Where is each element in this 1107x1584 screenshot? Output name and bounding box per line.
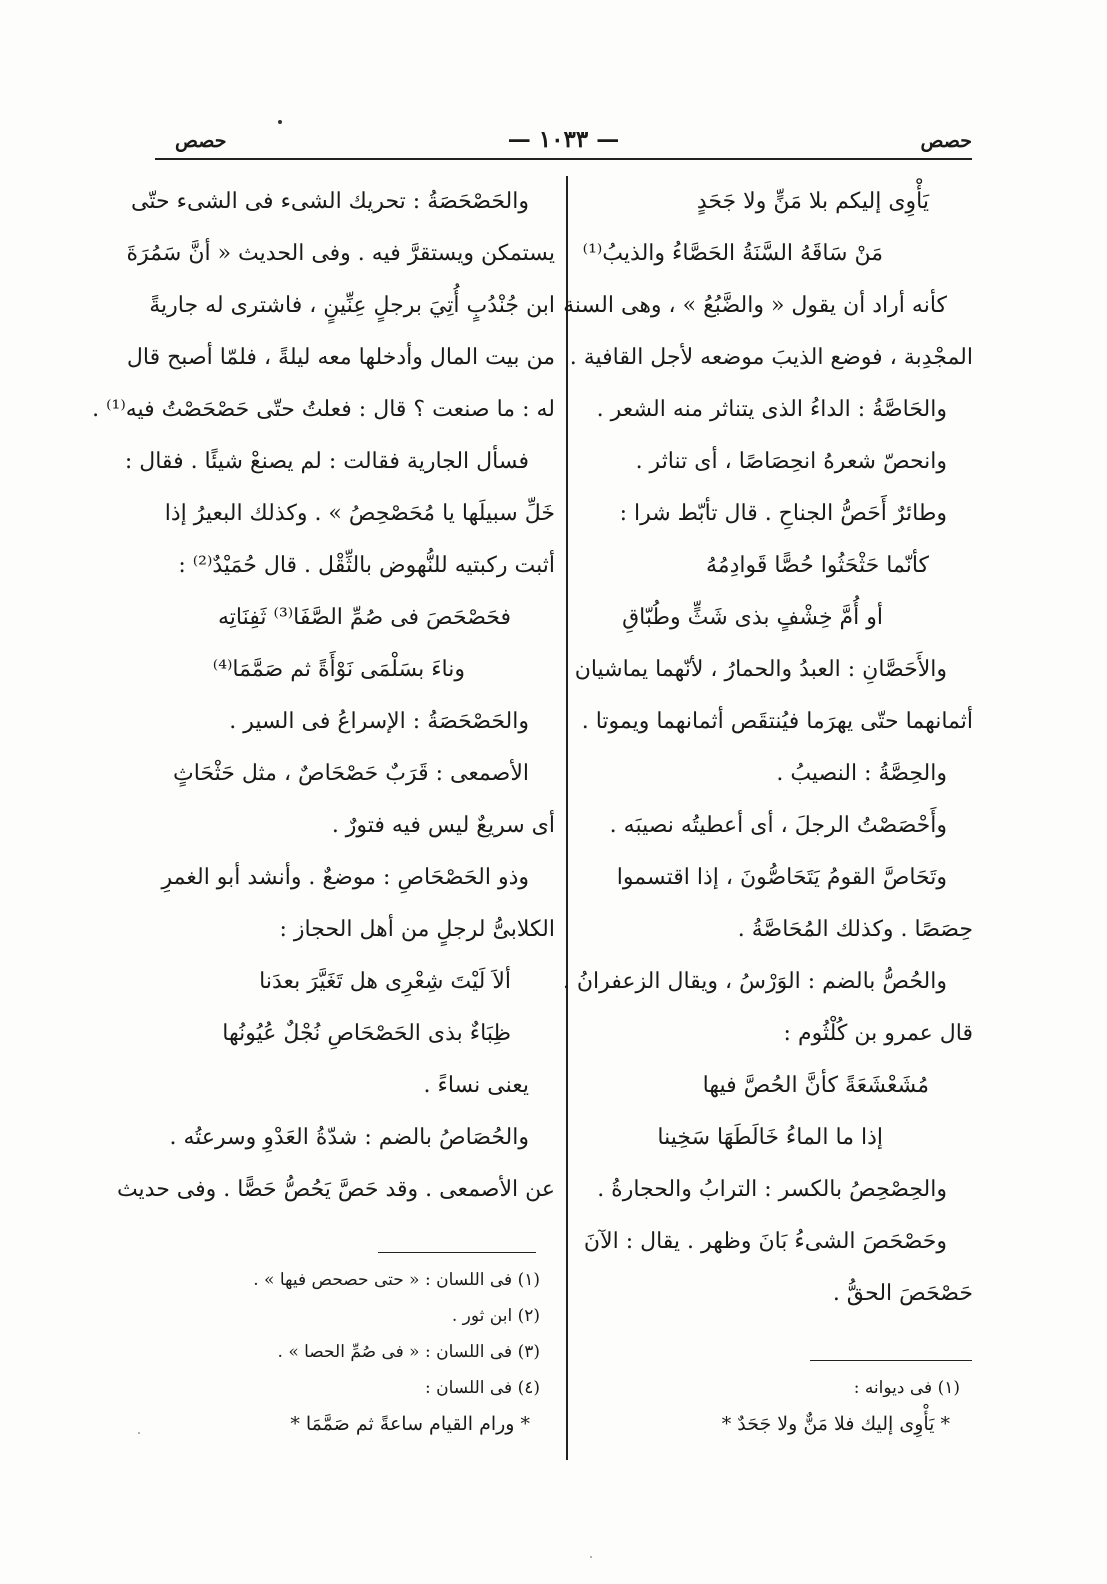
text-line: وذو الحَصْحَاصِ : موضعٌ . وأنشد أبو الغمرِ — [161, 865, 529, 890]
footnote-verse: * ورام القيام ساعةً ثم صَمَّمَا * — [290, 1413, 530, 1435]
text-line: والحَصْحَصَةُ : الإسراعُ فى السير . — [229, 709, 529, 734]
header-rule — [155, 158, 972, 160]
text-line: والحَصْحَصَةُ : تحريك الشىء فى الشىء حتّى — [131, 189, 529, 214]
text-line: والحِصْحِصُ بالكسر : الترابُ والحجارةُ . — [597, 1177, 947, 1202]
footnote-verse: * يَأْوِى إليك فلا مَنٌّ ولا جَحَدٌ * — [721, 1413, 950, 1435]
text-line: فسأل الجارية فقالت : لم يصنعْ شيئًا . فقال : — [124, 449, 529, 474]
text-line: أثمانهما حتّى يهرَما فيُنتقَص أثمانهما ويموتا . — [581, 709, 973, 734]
text-line: والحُصُّ بالضم : الوَرْسُ ، ويقال الزعفرانُ . — [562, 969, 947, 994]
footnote: (٤) فى اللسان : — [424, 1378, 540, 1398]
header-root-word-left: حصص — [175, 130, 227, 152]
verse-line: إذا ما الماءُ خَالَطَهَا سَخِينا — [657, 1125, 883, 1150]
text-line: حَصْحَصَ الحقُّ . — [832, 1281, 973, 1306]
verse-line: أو أُمَّ خِشْفٍ بذى شَثٍّ وطُبّاقِ — [622, 605, 883, 630]
verse-line: مُشَعْشَعَةً كأنَّ الحُصَّ فيها — [702, 1073, 929, 1098]
verse-line: يَأْوِى إليكم بلا مَنٍّ ولا جَحَدٍ — [696, 189, 929, 214]
ink-dot — [278, 120, 282, 124]
verse-line: فحَصْحَصَ فى صُمِّ الصَّفَا⁽³⁾ ثَفِنَاتِه — [218, 605, 511, 630]
text-line: حِصَصًا . وكذلك المُحَاصَّةُ . — [737, 917, 973, 942]
text-line: خَلِّ سبيلَها يا مُحَصْحِصُ » . وكذلك البعيرُ إذا — [164, 501, 555, 526]
text-line: قال عمرو بن كُلْثُوم : — [783, 1021, 973, 1046]
text-line: عن الأصمعى . وقد حَصَّ يَحُصُّ حَصًّا . وفى حديث — [116, 1177, 555, 1202]
footnote: (١) فى ديوانه : — [853, 1378, 960, 1398]
text-line: الأصمعى : قَرَبٌ حَصْحَاصٌ ، مثل حَثْحَاثٍ — [173, 761, 529, 786]
verse-line: مَنْ سَاقَهُ السَّنَةُ الحَصَّاءُ والذيبُ⁽¹⁾ — [582, 241, 883, 266]
verse-line: كأنّما حَثْحَثُوا حُصًّا قَوادِمُهُ — [705, 553, 929, 578]
text-line: كأنه أراد أن يقول « والضَّبُعُ » ، وهى السنة — [563, 293, 947, 318]
footnote: (١) فى اللسان : « حتى حصحص فيها » . — [253, 1270, 540, 1290]
footnote-rule — [810, 1360, 972, 1361]
text-line: والحَاصَّةُ : الداءُ الذى يتناثر منه الشعر . — [596, 397, 947, 422]
text-line: والحُصَاصُ بالضم : شدّةُ العَدْوِ وسرعتُه . — [169, 1125, 529, 1150]
verse-line: ظِبَاءٌ بذى الحَصْحَاصِ نُجْلٌ عُيُونُها — [222, 1021, 511, 1046]
verse-line: ألاَ لَيْتَ شِعْرِى هل تَغَيَّرَ بعدَنا — [259, 969, 511, 994]
text-line: من بيت المال وأدخلها معه ليلةً ، فلمّا أصبح قال — [126, 345, 555, 370]
text-line: وتَحَاصَّ القومُ يَتَحَاصُّونَ ، إذا اقتسموا — [616, 865, 947, 890]
right-column — [562, 176, 973, 1320]
footnote-rule — [378, 1252, 536, 1253]
text-line: والحِصَّةُ : النصيبُ . — [776, 761, 947, 786]
footnote: (٣) فى اللسان : « فى صُمِّ الحصا » . — [277, 1342, 540, 1362]
footnote: (٢) ابن ثور . — [451, 1306, 540, 1326]
text-line: يعنى نساءً . — [423, 1073, 529, 1098]
text-line: وانحصّ شعرهُ انحِصَاصًا ، أى تناثر . — [635, 449, 947, 474]
text-line: الكلابىُّ لرجلٍ من أهل الحجاز : — [279, 917, 555, 942]
text-line: والأَحَصَّانِ : العبدُ والحمارُ ، لأنّهما يماشيان — [574, 657, 947, 682]
text-line: يستمكن ويستقرَّ فيه . وفى الحديث « أنَّ سَمُرَةَ — [126, 241, 555, 266]
header-root-word-right: حصص — [920, 130, 972, 152]
text-line: وحَصْحَصَ الشىءُ بَانَ وظهر . يقال : الآنَ — [583, 1229, 947, 1254]
text-line: أثبت ركبتيه للنُّهوض بالثِّقْل . قال حُمَيْدٌ⁽²⁾ : — [178, 553, 555, 578]
text-line: له : ما صنعت ؟ قال : فعلتُ حتّى حَصْحَصْتُ فيه⁽¹⁾ . — [92, 397, 555, 422]
column-divider — [566, 176, 568, 1460]
text-line: ابن جُنْدُبٍ أُتِيَ برجلٍ عِنِّينٍ ، فاشترى له جاريةً — [149, 293, 555, 318]
left-column — [92, 176, 555, 1216]
footnotes-right — [600, 1370, 960, 1442]
paper-speck — [590, 1556, 592, 1558]
page-number: — ١٠٣٣ — — [507, 126, 620, 153]
paper-speck — [138, 1432, 140, 1434]
text-line: وأَحْصَصْتُ الرجلَ ، أى أعطيتُه نصيبَه . — [609, 813, 947, 838]
verse-line: وناءَ بسَلْمَى نَوْأَةً ثم صَمَّمَا⁽⁴⁾ — [212, 657, 465, 682]
page-header — [155, 126, 972, 162]
text-line: المجْدِبة ، فوضع الذيبَ موضعه لأجل القافية . — [569, 345, 973, 370]
text-line: وطائرٌ أَحَصُّ الجناحِ . قال تأبّط شرا : — [619, 501, 947, 526]
footnotes-left — [220, 1262, 540, 1442]
text-line: أى سريعٌ ليس فيه فتورٌ . — [331, 813, 555, 838]
